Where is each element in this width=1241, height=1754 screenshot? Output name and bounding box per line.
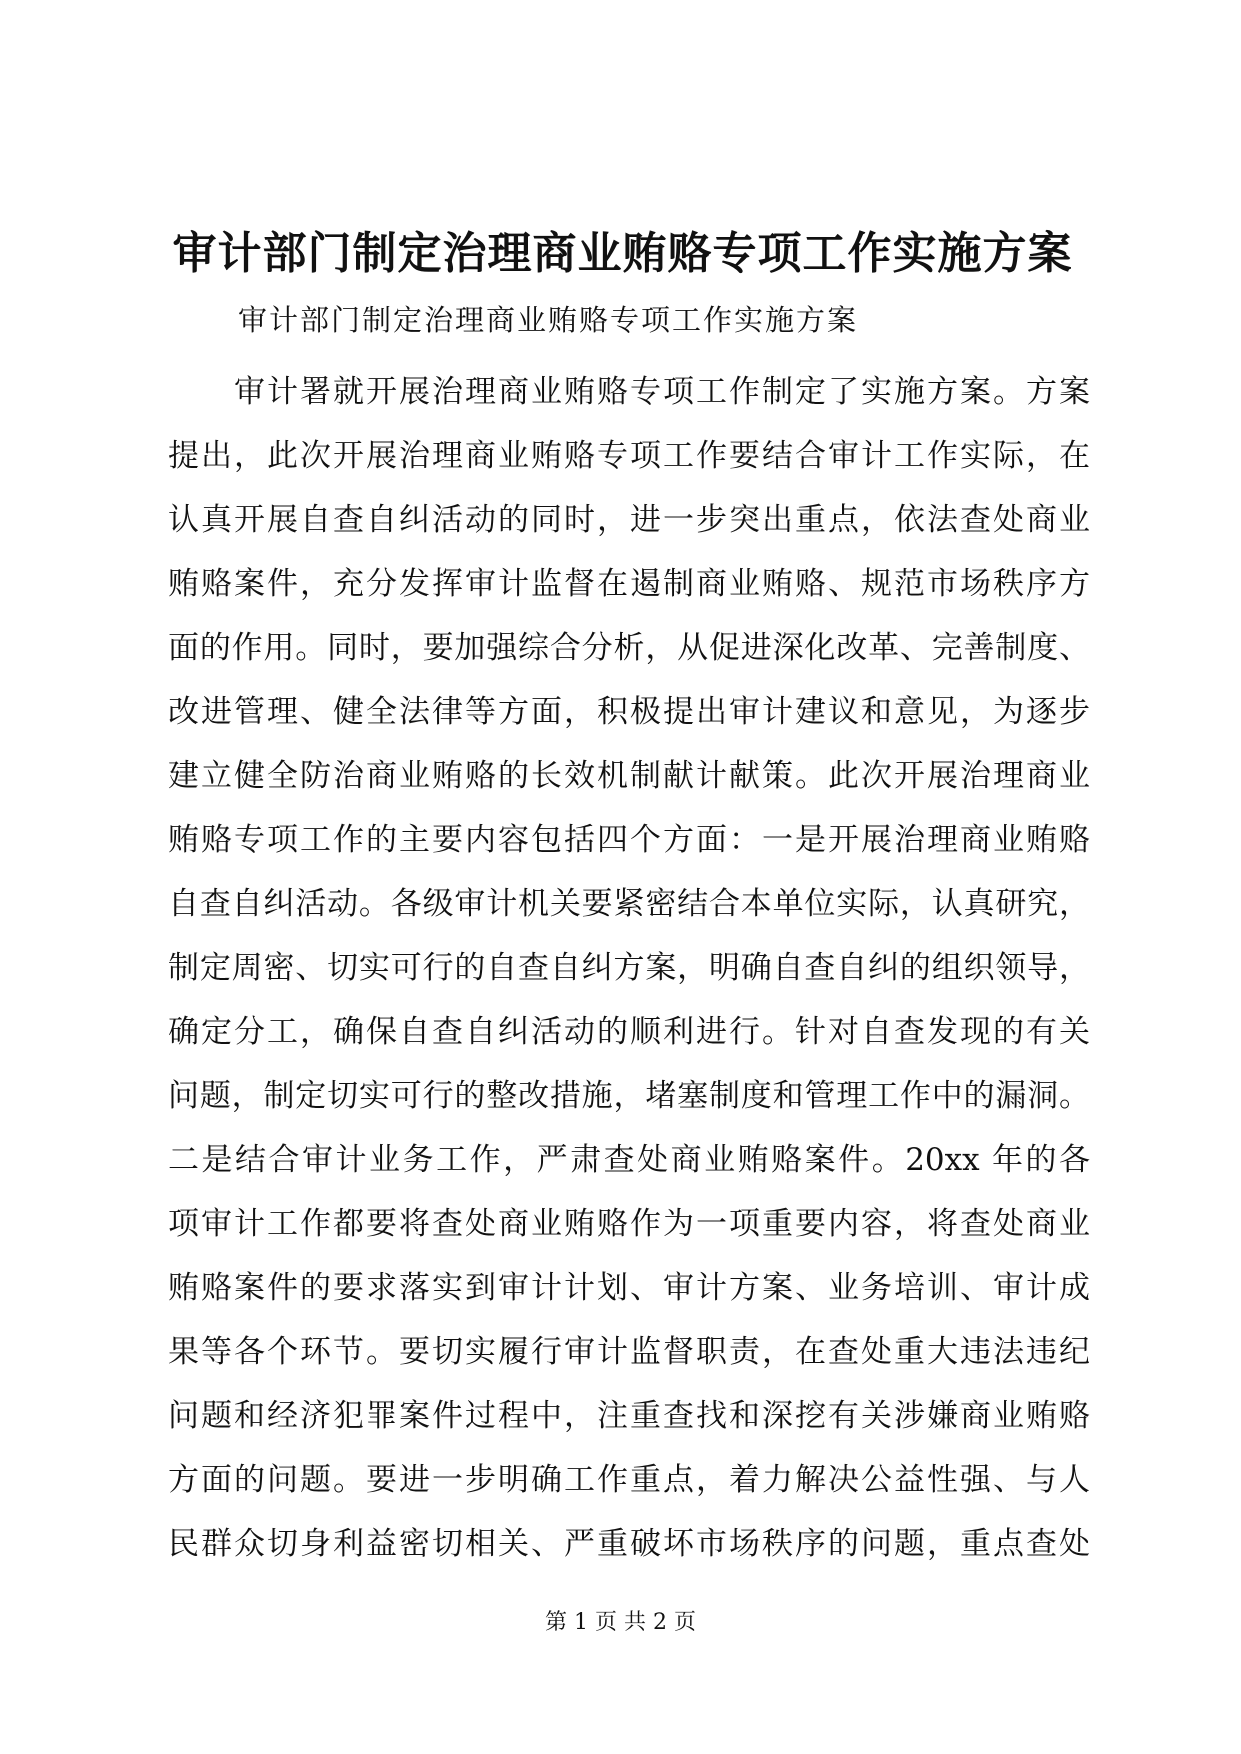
body-line: 问题和经济犯罪案件过程中，注重查找和深挖有关涉嫌商业贿赂 bbox=[168, 1398, 1090, 1434]
body-line: 改进管理、健全法律等方面，积极提出审计建议和意见，为逐步 bbox=[168, 694, 1090, 730]
body-line: 提出，此次开展治理商业贿赂专项工作要结合审计工作实际，在 bbox=[168, 438, 1090, 474]
body-line: 贿赂案件的要求落实到审计计划、审计方案、业务培训、审计成 bbox=[168, 1270, 1090, 1306]
body-line: 自查自纠活动。各级审计机关要紧密结合本单位实际，认真研究， bbox=[168, 886, 1090, 922]
body-line: 二是结合审计业务工作，严肃查处商业贿赂案件。20xx 年的各 bbox=[168, 1142, 1090, 1178]
page-footer: 第 1 页 共 2 页 bbox=[545, 1610, 696, 1635]
body-line: 面的作用。同时，要加强综合分析，从促进深化改革、完善制度、 bbox=[168, 630, 1090, 666]
document-subtitle: 审计部门制定治理商业贿赂专项工作实施方案 bbox=[238, 303, 859, 337]
body-line: 认真开展自查自纠活动的同时，进一步突出重点，依法查处商业 bbox=[168, 502, 1090, 538]
body-line: 制定周密、切实可行的自查自纠方案，明确自查自纠的组织领导， bbox=[168, 950, 1090, 986]
document-title: 审计部门制定治理商业贿赂专项工作实施方案 bbox=[172, 228, 1073, 279]
body-line: 确定分工，确保自查自纠活动的顺利进行。针对自查发现的有关 bbox=[168, 1014, 1090, 1050]
document-body bbox=[168, 360, 1090, 1576]
body-line: 民群众切身利益密切相关、严重破坏市场秩序的问题，重点查处 bbox=[168, 1526, 1090, 1562]
body-line: 项审计工作都要将查处商业贿赂作为一项重要内容，将查处商业 bbox=[168, 1206, 1090, 1242]
body-line: 果等各个环节。要切实履行审计监督职责，在查处重大违法违纪 bbox=[168, 1334, 1090, 1370]
body-line: 贿赂专项工作的主要内容包括四个方面：一是开展治理商业贿赂 bbox=[168, 822, 1090, 858]
body-line: 建立健全防治商业贿赂的长效机制献计献策。此次开展治理商业 bbox=[168, 758, 1090, 794]
body-line: 方面的问题。要进一步明确工作重点，着力解决公益性强、与人 bbox=[168, 1462, 1090, 1498]
body-line: 贿赂案件，充分发挥审计监督在遏制商业贿赂、规范市场秩序方 bbox=[168, 566, 1090, 602]
body-line: 问题，制定切实可行的整改措施，堵塞制度和管理工作中的漏洞。 bbox=[168, 1078, 1090, 1114]
body-line: 审计署就开展治理商业贿赂专项工作制定了实施方案。方案 bbox=[234, 374, 1090, 410]
